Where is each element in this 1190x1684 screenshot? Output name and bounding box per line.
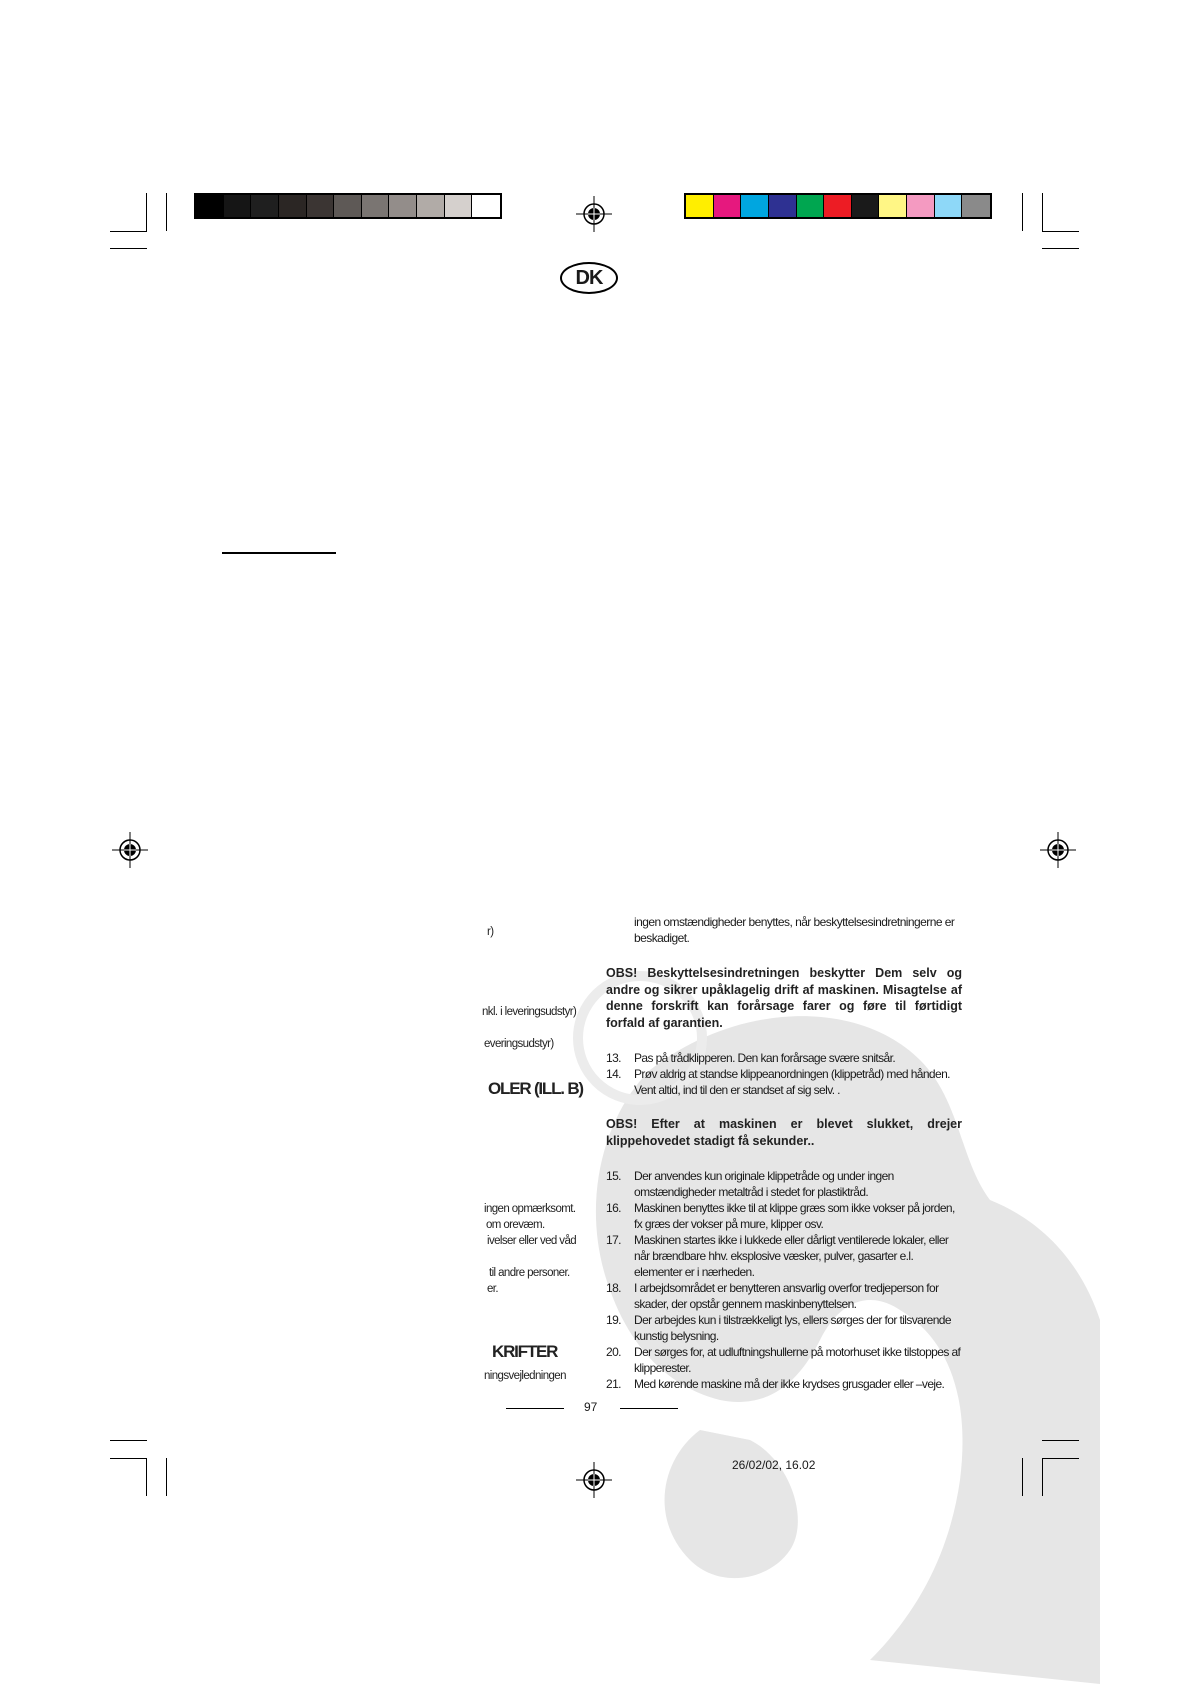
list-item-number: 19. <box>606 1313 621 1327</box>
list-item-text: I arbejdsområdet er benytteren ansvarlig overfor tredjeperson for skader, der opstår gennem maskinbenyttelsen. <box>634 1281 939 1311</box>
crop-mark <box>166 1458 167 1496</box>
color-swatch <box>741 195 769 217</box>
list-item-text: Prøv aldrig at standse klippeanordningen (klippetråd) med hånden. Vent altid, ind til den er standset af sig selv. . <box>634 1067 950 1097</box>
crop-mark <box>146 193 147 231</box>
warning-paragraph: OBS! Beskyttelsesindretningen beskytter Dem selv og andre og sikrer upåklagelig drift af maskinen. Misagtelse af denne forskrift kan forårsage farer og føre til førtidigt forfald af garantien. <box>606 966 962 1030</box>
color-swatch <box>769 195 797 217</box>
crop-mark <box>1022 193 1023 231</box>
registration-mark-icon <box>112 832 148 868</box>
fragment-text: r) <box>487 926 494 938</box>
color-swatch <box>279 195 307 217</box>
color-swatch <box>196 195 224 217</box>
list-item-number: 13. <box>606 1051 621 1065</box>
list-item-text: Der anvendes kun originale klippetråde og under ingen omstændigheder metaltråd i stedet for plastiktråd. <box>634 1169 894 1199</box>
color-swatch <box>472 195 500 217</box>
print-timestamp: 26/02/02, 16.02 <box>732 1458 816 1472</box>
color-swatch <box>824 195 852 217</box>
color-swatch <box>224 195 252 217</box>
fragment-text: ningsvejledningen <box>484 1370 566 1382</box>
crop-mark <box>166 193 167 231</box>
footer-rule-right <box>620 1408 678 1409</box>
list-item-number: 20. <box>606 1345 621 1359</box>
color-swatch <box>445 195 473 217</box>
color-calibration-bar <box>684 193 992 219</box>
crop-mark <box>110 248 147 249</box>
footer-rule-left <box>506 1408 564 1409</box>
fragment-text: ivelser eller ved våd <box>487 1235 577 1247</box>
color-swatch <box>797 195 825 217</box>
list-item-number: 15. <box>606 1169 621 1183</box>
list-item-number: 16. <box>606 1201 621 1215</box>
fragment-text: everingsudstyr) <box>484 1038 554 1050</box>
registration-mark-icon <box>576 1462 612 1498</box>
color-swatch <box>334 195 362 217</box>
list-item-text: Med kørende maskine må der ikke krydses grusgader eller –veje. <box>634 1377 945 1391</box>
list-item-text: Der arbejdes kun i tilstrækkeligt lys, ellers sørges der for tilsvarende kunstig belysning. <box>634 1313 951 1343</box>
color-swatch <box>307 195 335 217</box>
crop-mark <box>110 1458 147 1459</box>
section-heading-fragment: OLER (ILL. B) <box>488 1079 583 1098</box>
crop-mark <box>1042 1440 1079 1441</box>
list-item-number: 14. <box>606 1067 621 1081</box>
color-swatch <box>362 195 390 217</box>
list-item-text: Maskinen benyttes ikke til at klippe græs som ikke vokser på jorden, fx græs der vokser på mure, klipper osv. <box>634 1201 955 1231</box>
warning-paragraph: OBS! Efter at maskinen er blevet slukket, drejer klippehovedet stadigt få sekunder.. <box>606 1117 962 1148</box>
color-swatch <box>714 195 742 217</box>
language-badge: DK <box>560 262 618 294</box>
color-swatch <box>852 195 880 217</box>
list-item-text: Der sørges for, at udluftningshullerne på motorhuset ikke tilstoppes af klipperester. <box>634 1345 961 1375</box>
section-heading-fragment: KRIFTER <box>492 1342 558 1361</box>
registration-mark-icon <box>576 196 612 232</box>
gray-calibration-bar <box>194 193 502 219</box>
color-swatch <box>686 195 714 217</box>
crop-mark <box>110 1440 147 1441</box>
horizontal-rule <box>222 552 336 554</box>
list-item-number: 21. <box>606 1377 621 1391</box>
crop-mark <box>1042 248 1079 249</box>
fragment-text: er. <box>487 1283 498 1295</box>
crop-mark <box>146 1458 147 1496</box>
color-swatch <box>907 195 935 217</box>
color-swatch <box>389 195 417 217</box>
color-swatch <box>251 195 279 217</box>
list-item-number: 17. <box>606 1233 621 1247</box>
list-item-text: Pas på trådklipperen. Den kan forårsage svære snitsår. <box>634 1051 896 1065</box>
page-number: 97 <box>584 1400 598 1414</box>
crop-mark <box>1042 193 1043 231</box>
color-swatch <box>417 195 445 217</box>
color-swatch <box>962 195 990 217</box>
color-swatch <box>935 195 963 217</box>
registration-mark-icon <box>1040 832 1076 868</box>
crop-mark <box>1042 1458 1079 1459</box>
list-item-text: Maskinen startes ikke i lukkede eller dårligt ventilerede lokaler, eller når brændbare hhv. eksplosive væsker, pulver, gasarter e.l. elementer er i nærheden. <box>634 1233 949 1279</box>
crop-mark <box>1022 1458 1023 1496</box>
color-swatch <box>879 195 907 217</box>
fragment-text: ingen opmærksomt. <box>484 1203 576 1215</box>
fragment-text: til andre personer. <box>489 1267 570 1279</box>
crop-mark <box>1042 231 1079 232</box>
fragment-text: om orevæm. <box>486 1219 545 1231</box>
list-item-number: 18. <box>606 1281 621 1295</box>
fragment-text: nkl. i leveringsudstyr) <box>482 1006 577 1018</box>
crop-mark <box>110 231 147 232</box>
continued-paragraph: ingen omstændigheder benyttes, når beskyttelsesindretningerne er beskadiget. <box>634 915 955 945</box>
crop-mark <box>1042 1458 1043 1496</box>
